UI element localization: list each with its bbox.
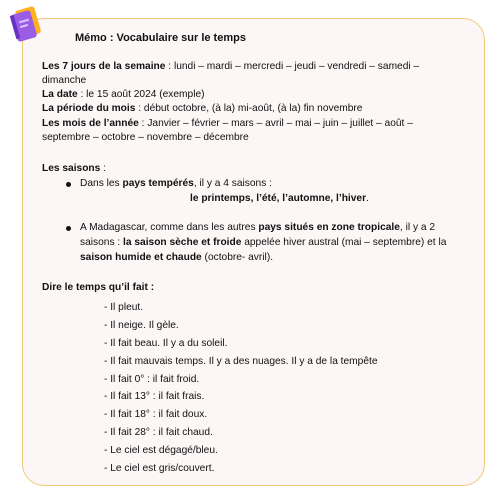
- weather-heading: Dire le temps qu’il fait :: [42, 282, 155, 293]
- date-text: : le 15 août 2024 (exemple): [77, 89, 205, 100]
- weather-phrase: - Il fait mauvais temps. Il y a des nuages. Il y a de la tempête: [104, 355, 378, 367]
- weather-phrase: - Il fait beau. Il y a du soleil.: [104, 337, 228, 349]
- temperate-line: Dans les pays tempérés, il y a 4 saisons :: [80, 178, 272, 189]
- days-line-cont: dimanche: [42, 75, 87, 86]
- months-line: [42, 117, 413, 131]
- days-line: [42, 60, 419, 74]
- period-text: : début octobre, (à la) mi-août, (à la) fin novembre: [135, 103, 363, 114]
- months-line-cont: septembre – octobre – novembre – décembre: [42, 132, 249, 143]
- period-line: [42, 102, 362, 116]
- weather-phrase: - Le ciel est gris/couvert.: [104, 463, 215, 475]
- weather-phrases-list: [104, 299, 378, 478]
- days-label: Les 7 jours de la semaine: [42, 61, 166, 72]
- seasons-heading: Les saisons :: [42, 163, 106, 174]
- memo-title: Mémo : Vocabulaire sur le temps: [75, 32, 246, 44]
- date-line: [42, 88, 205, 102]
- weather-phrase: - Il fait 0° : il fait froid.: [104, 373, 200, 385]
- madagascar-line-3: saison humide et chaude (octobre- avril).: [80, 252, 274, 263]
- notebook-icon: [4, 2, 44, 46]
- weather-phrase: - Il fait 13° : il fait frais.: [104, 391, 205, 403]
- bullet-dot: [66, 182, 71, 187]
- date-label: La date: [42, 89, 78, 100]
- madagascar-line-2: saisons : la saison sèche et froide appelée hiver austral (mai – septembre) et la: [80, 237, 447, 248]
- days-text: : lundi – mardi – mercredi – jeudi – vendredi – samedi –: [165, 61, 420, 72]
- weather-phrase: - Il fait 28° : il fait chaud.: [104, 427, 213, 439]
- bullet-dot: [66, 226, 71, 231]
- weather-phrase: - Il neige. Il gèle.: [104, 319, 179, 331]
- weather-phrase: - Il fait 18° : il fait doux.: [104, 409, 208, 421]
- four-seasons-list: le printemps, l’été, l’automne, l’hiver.: [190, 193, 369, 204]
- period-label: La période du mois: [42, 103, 136, 114]
- months-text: : Janvier – février – mars – avril – mai – juin – juillet – août –: [138, 118, 413, 129]
- weather-phrase: - Il pleut.: [104, 302, 144, 313]
- weather-phrase: - Le ciel est dégagé/bleu.: [104, 445, 218, 457]
- months-label: Les mois de l’année: [42, 118, 139, 129]
- madagascar-line: A Madagascar, comme dans les autres pays situés en zone tropicale, il y a 2: [80, 222, 436, 233]
